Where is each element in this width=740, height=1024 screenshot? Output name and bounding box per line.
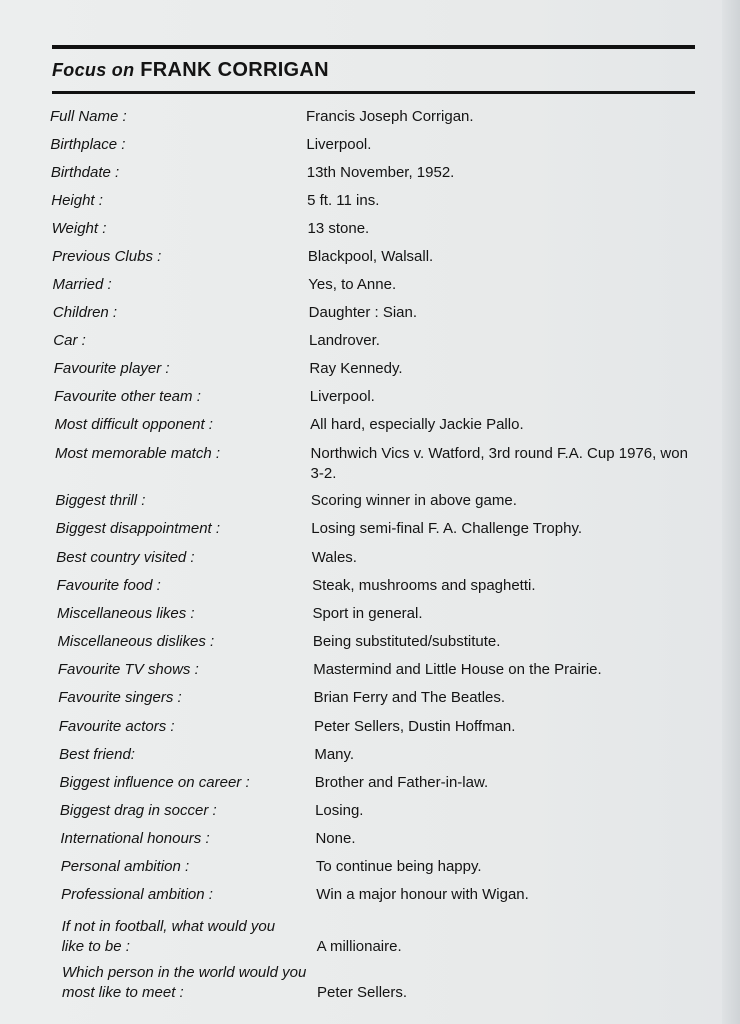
profile-value: Mastermind and Little House on the Prairie. bbox=[313, 661, 602, 678]
profile-label: Favourite singers : bbox=[58, 689, 182, 706]
profile-label: Which person in the world would you most like to meet : bbox=[62, 964, 307, 1001]
profile-label: Personal ambition : bbox=[60, 858, 190, 875]
profile-label: Favourite actors : bbox=[58, 718, 175, 735]
title-name: FRANK CORRIGAN bbox=[140, 59, 329, 81]
profile-label: Married : bbox=[52, 276, 112, 293]
profile-label: If not in football, what would you like to be : bbox=[61, 918, 276, 955]
profile-label: Biggest influence on career : bbox=[59, 774, 250, 791]
profile-label: International honours : bbox=[60, 830, 210, 847]
profile-label: Best country visited : bbox=[56, 549, 195, 566]
profile-value: Landrover. bbox=[309, 332, 380, 349]
profile-value: Peter Sellers. bbox=[317, 984, 408, 1001]
profile-label: Full Name : bbox=[50, 108, 127, 125]
profile-label: Favourite other team : bbox=[54, 388, 201, 405]
profile-label: Professional ambition : bbox=[61, 886, 213, 903]
profile-value: Brian Ferry and The Beatles. bbox=[313, 689, 506, 706]
profile-label: Favourite food : bbox=[56, 577, 161, 594]
profile-value: Brother and Father-in-law. bbox=[314, 774, 489, 791]
profile-value: 13 stone. bbox=[307, 220, 370, 237]
profile-value: Losing. bbox=[315, 802, 364, 819]
profile-label: Biggest disappointment : bbox=[55, 520, 221, 537]
profile-value: Scoring winner in above game. bbox=[310, 492, 517, 509]
profile-value: Yes, to Anne. bbox=[308, 276, 397, 293]
page-title bbox=[52, 59, 329, 82]
profile-value: Daughter : Sian. bbox=[308, 304, 418, 321]
profile-value: Steak, mushrooms and spaghetti. bbox=[312, 577, 536, 594]
profile-value: None. bbox=[315, 830, 356, 847]
profile-label: Biggest drag in soccer : bbox=[59, 802, 217, 819]
profile-label: Weight : bbox=[51, 220, 107, 237]
page-edge-shadow bbox=[722, 0, 740, 1024]
bottom-rule bbox=[52, 91, 695, 94]
profile-value: Peter Sellers, Dustin Hoffman. bbox=[313, 718, 516, 735]
profile-label: Previous Clubs : bbox=[52, 248, 162, 265]
title-lead: Focus on bbox=[52, 60, 135, 80]
profile-label: Miscellaneous dislikes : bbox=[57, 633, 215, 650]
profile-label: Most difficult opponent : bbox=[54, 416, 213, 433]
profile-value: Win a major honour with Wigan. bbox=[316, 886, 529, 903]
profile-label: Favourite player : bbox=[53, 360, 170, 377]
profile-label: Children : bbox=[52, 304, 118, 321]
profile-value: Liverpool. bbox=[306, 136, 372, 153]
profile-value: 13th November, 1952. bbox=[306, 164, 455, 181]
profile-label: Car : bbox=[53, 332, 86, 349]
profile-value: Losing semi-final F. A. Challenge Trophy. bbox=[311, 520, 582, 537]
profile-label: Most memorable match : bbox=[54, 445, 221, 462]
profile-label: Favourite TV shows : bbox=[57, 661, 199, 678]
profile-value: Blackpool, Walsall. bbox=[307, 248, 434, 265]
profile-label: Birthdate : bbox=[50, 164, 120, 181]
profile-value: 5 ft. 11 ins. bbox=[307, 192, 380, 209]
top-rule bbox=[52, 45, 695, 49]
profile-label: Height : bbox=[51, 192, 103, 209]
profile-value: Many. bbox=[314, 746, 355, 763]
profile-label: Best friend: bbox=[59, 746, 135, 763]
profile-label: Biggest thrill : bbox=[55, 492, 146, 509]
profile-value: Francis Joseph Corrigan. bbox=[306, 108, 474, 125]
profile-value: All hard, especially Jackie Pallo. bbox=[310, 416, 524, 433]
profile-value: Wales. bbox=[311, 549, 357, 566]
profile-value: Ray Kennedy. bbox=[309, 360, 403, 377]
profile-label: Miscellaneous likes : bbox=[57, 605, 195, 622]
profile-value: Being substituted/substitute. bbox=[312, 633, 501, 650]
profile-label: Birthplace : bbox=[50, 136, 126, 153]
profile-value: Sport in general. bbox=[312, 605, 423, 622]
profile-value: Liverpool. bbox=[309, 388, 375, 405]
profile-value: A millionaire. bbox=[316, 938, 402, 955]
profile-value: To continue being happy. bbox=[315, 858, 482, 875]
profile-value: Northwich Vics v. Watford, 3rd round F.A. Cup 1976, won 3-2. bbox=[310, 445, 688, 482]
